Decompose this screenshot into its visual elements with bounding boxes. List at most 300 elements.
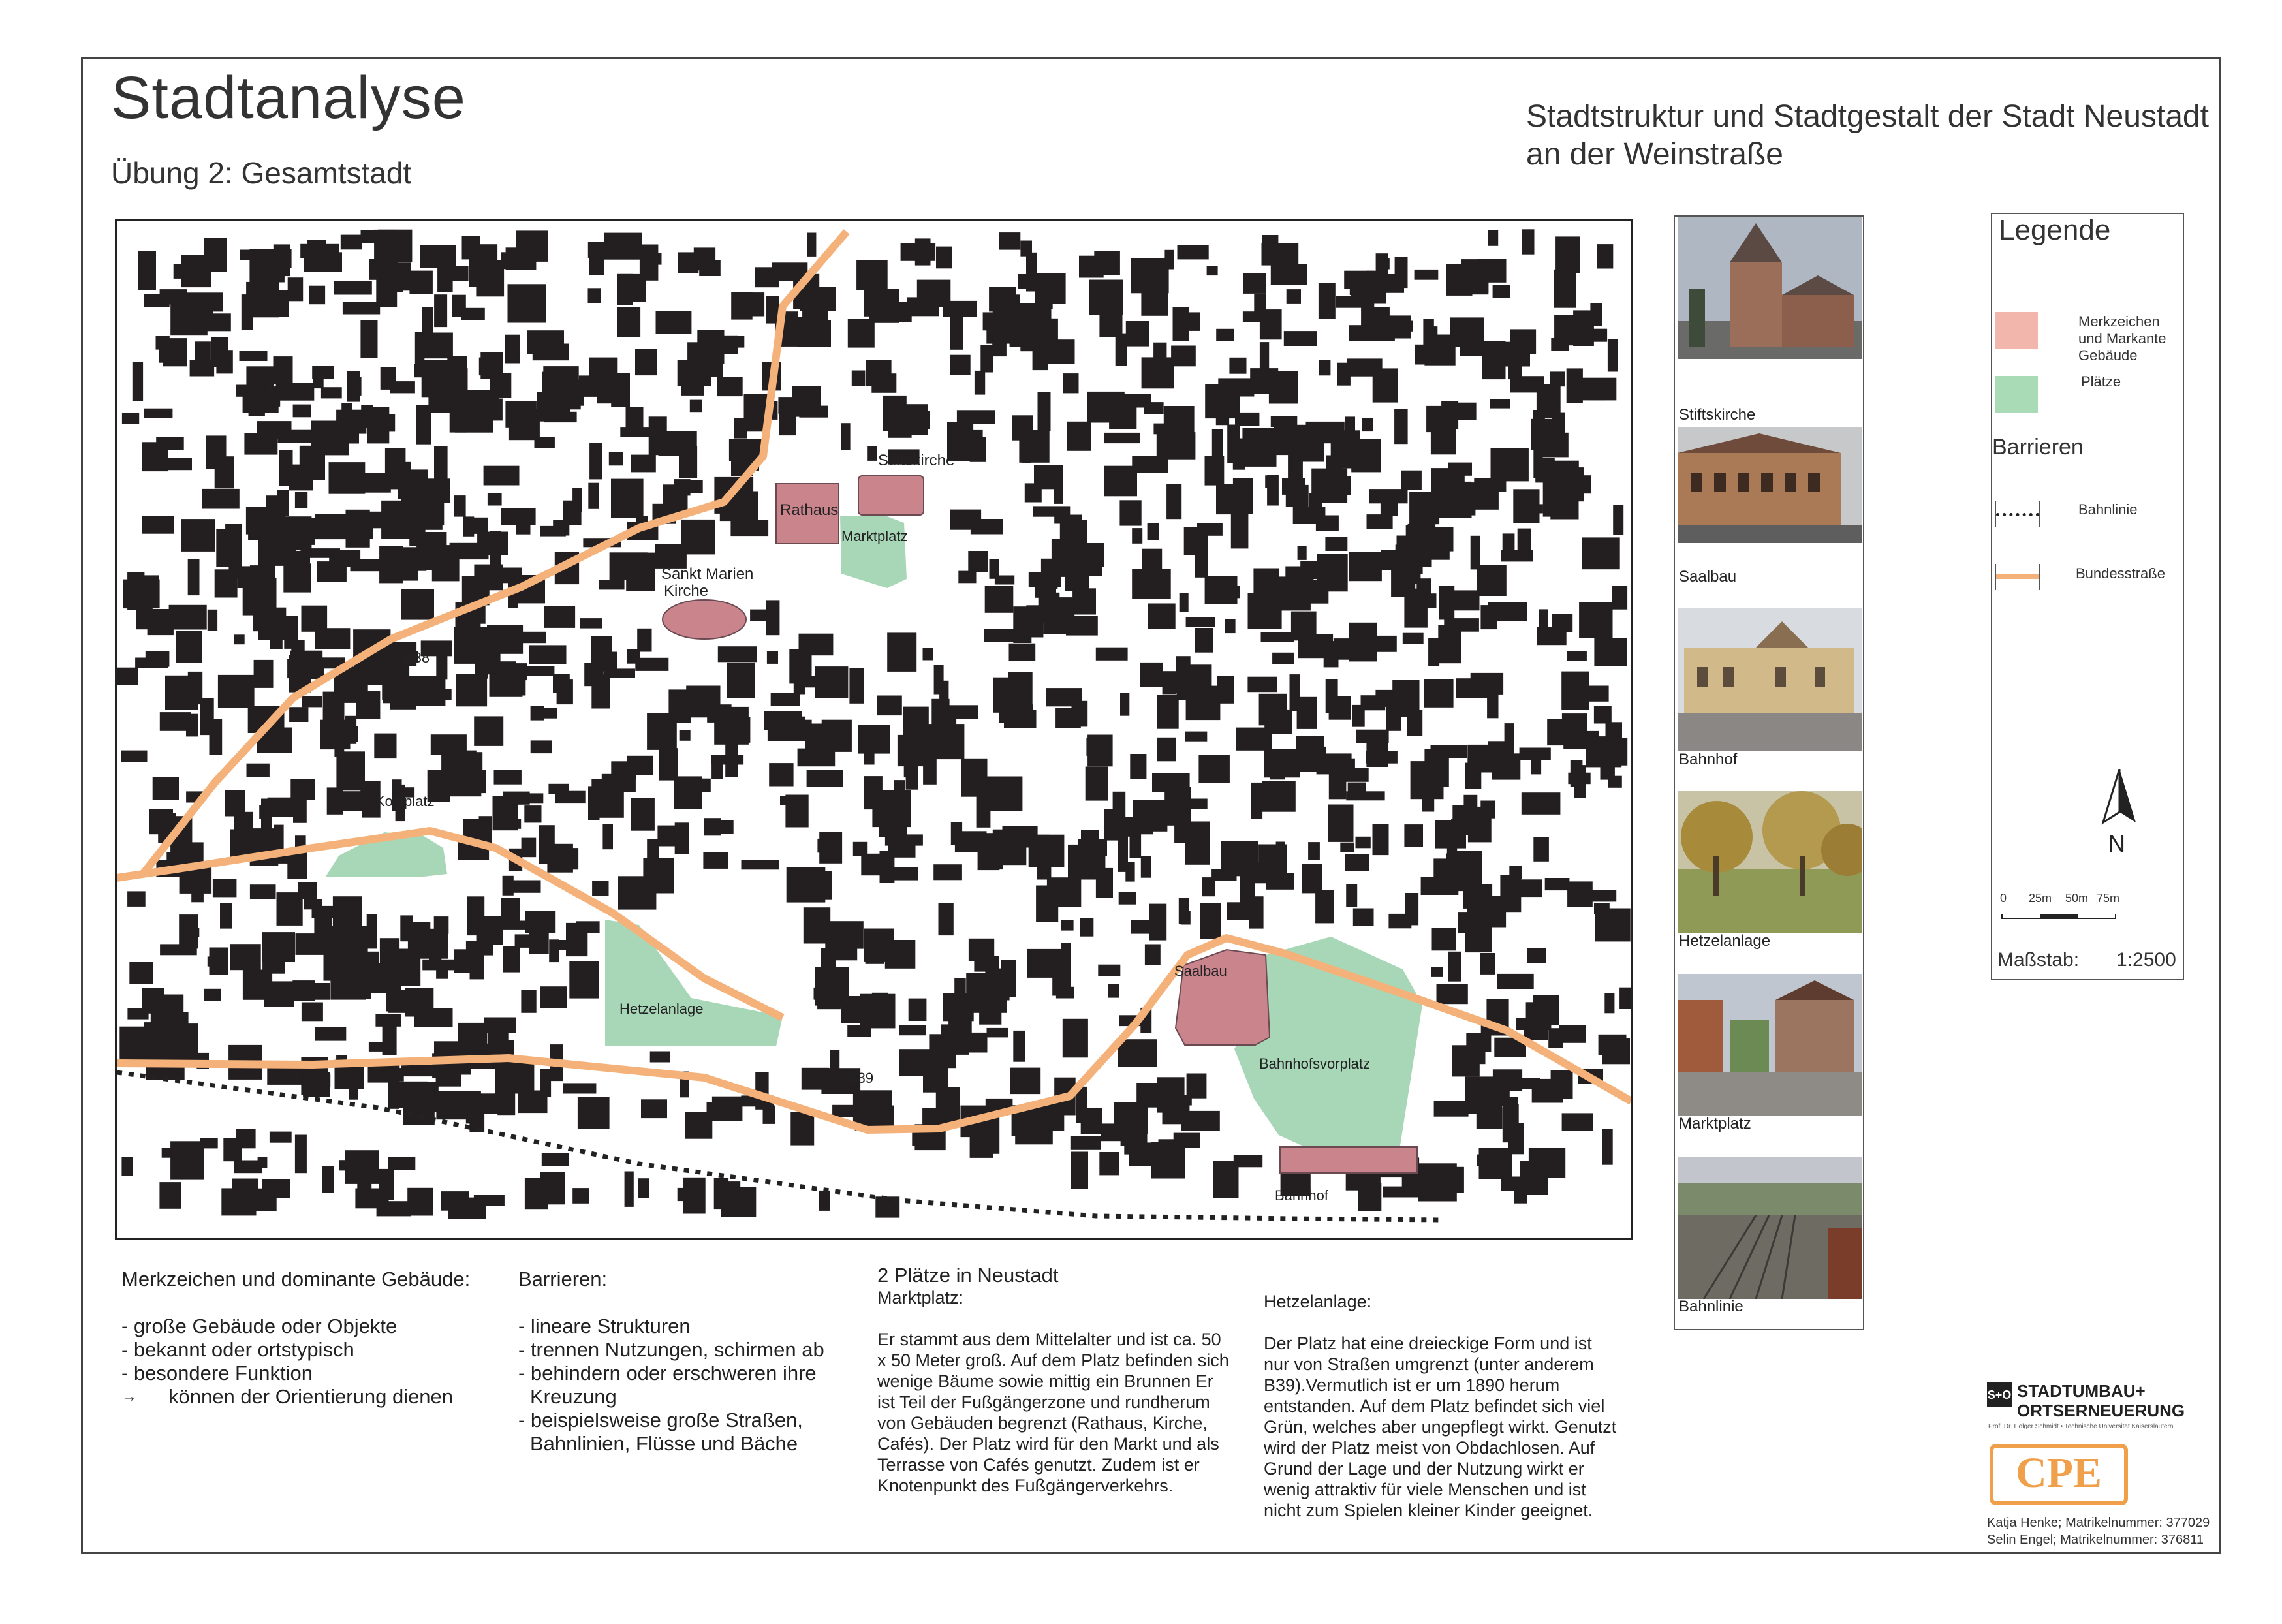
building-footprint <box>188 559 200 595</box>
building-footprint <box>950 355 970 375</box>
building-footprint <box>1149 904 1166 941</box>
building-footprint <box>799 634 834 656</box>
building-footprint <box>469 253 487 287</box>
building-footprint <box>540 1172 565 1204</box>
building-footprint <box>540 986 567 1008</box>
cpe-logo: CPE <box>1990 1444 2128 1505</box>
building-footprint <box>1052 960 1071 995</box>
building-footprint <box>1450 317 1484 347</box>
building-footprint <box>975 371 985 395</box>
building-footprint <box>304 252 342 272</box>
building-footprint <box>1394 409 1408 444</box>
building-footprint <box>246 282 279 317</box>
building-footprint <box>153 777 179 800</box>
building-footprint <box>401 1065 435 1076</box>
building-footprint <box>968 551 988 572</box>
building-footprint <box>703 852 728 869</box>
building-footprint <box>374 734 396 759</box>
building-footprint <box>529 918 549 954</box>
building-footprint <box>650 1052 670 1063</box>
building-footprint <box>279 450 292 486</box>
building-footprint <box>1435 820 1466 848</box>
building-footprint <box>1262 243 1299 265</box>
building-footprint <box>243 970 272 1000</box>
building-footprint <box>1036 886 1058 922</box>
building-footprint <box>210 948 228 975</box>
building-footprint <box>300 446 325 480</box>
building-footprint <box>490 673 523 697</box>
building-footprint <box>1234 1155 1262 1167</box>
building-footprint <box>1434 1167 1464 1193</box>
building-footprint <box>1594 706 1612 723</box>
building-footprint <box>381 501 418 539</box>
building-footprint <box>122 413 139 424</box>
building-footprint <box>563 501 582 525</box>
landmarks-item-arrow <box>121 1385 470 1409</box>
building-footprint <box>767 651 778 664</box>
building-footprint <box>1487 691 1498 718</box>
building-footprint <box>537 392 570 422</box>
scale-tick-0: 0 <box>2000 892 2007 905</box>
building-footprint <box>552 940 583 950</box>
building-footprint <box>807 770 843 787</box>
building-footprint <box>1041 559 1054 577</box>
building-footprint <box>1533 837 1549 862</box>
building-footprint <box>1431 421 1456 455</box>
building-footprint <box>1126 321 1149 347</box>
building-footprint <box>999 232 1020 250</box>
building-footprint <box>787 867 826 902</box>
building-footprint <box>1250 368 1278 394</box>
building-footprint <box>230 944 261 970</box>
building-footprint <box>1129 1142 1162 1166</box>
building-footprint <box>1545 878 1570 890</box>
building-footprint <box>1178 245 1209 260</box>
building-footprint <box>1531 419 1563 450</box>
building-footprint <box>309 286 325 305</box>
building-footprint <box>637 629 651 652</box>
building-footprint <box>1274 576 1311 610</box>
building-footprint <box>1580 890 1616 902</box>
scale-tick-50: 50m <box>2065 892 2089 905</box>
building-footprint <box>1551 338 1569 351</box>
building-footprint <box>516 516 531 535</box>
barriers-item: Bahnlinien, Flüsse und Bäche <box>530 1432 798 1455</box>
building-footprint <box>149 809 173 835</box>
building-footprint <box>899 1025 926 1036</box>
building-footprint <box>989 287 1016 311</box>
building-footprint <box>1597 244 1614 268</box>
building-footprint <box>678 252 698 273</box>
building-footprint <box>329 462 366 494</box>
church-photo <box>1678 217 1862 359</box>
building-footprint <box>1326 456 1343 476</box>
building-footprint <box>909 999 927 1021</box>
building-footprint <box>409 271 433 294</box>
building-footprint <box>1465 1076 1503 1114</box>
building-footprint <box>1061 920 1074 930</box>
building-footprint <box>1272 653 1294 664</box>
building-footprint <box>156 336 170 349</box>
building-footprint <box>1013 1031 1025 1062</box>
building-footprint <box>121 751 148 762</box>
building-footprint <box>388 1157 415 1170</box>
building-footprint <box>501 898 520 928</box>
building-footprint <box>1187 1074 1207 1099</box>
building-footprint <box>1229 358 1246 374</box>
building-footprint <box>221 1188 256 1215</box>
building-footprint <box>866 939 884 964</box>
building-footprint <box>454 627 488 664</box>
map-label-kohlplatz: Kohlplatz <box>375 793 435 809</box>
building-footprint <box>1132 528 1142 544</box>
legend-swatch-road <box>1995 564 2040 590</box>
building-footprint <box>1207 266 1218 276</box>
map-label-saalbau: Saalbau <box>1174 963 1227 979</box>
building-footprint <box>1602 1129 1613 1165</box>
building-footprint <box>1118 1039 1157 1067</box>
building-footprint <box>1326 679 1338 713</box>
building-footprint <box>416 545 453 570</box>
building-footprint <box>798 676 830 687</box>
building-footprint <box>544 606 575 628</box>
building-footprint <box>529 645 567 664</box>
building-footprint <box>321 387 342 398</box>
building-footprint <box>617 274 633 305</box>
building-footprint <box>1020 241 1032 257</box>
building-footprint <box>1265 475 1277 488</box>
legend-label-rail: Bahnlinie <box>2078 501 2138 518</box>
building-footprint <box>704 818 721 835</box>
building-footprint <box>488 493 502 506</box>
building-footprint <box>1009 644 1036 661</box>
building-footprint <box>236 385 262 397</box>
building-footprint <box>461 308 485 320</box>
building-footprint <box>509 881 541 893</box>
building-footprint <box>1527 948 1546 963</box>
scale-value: 1:2500 <box>2116 949 2176 971</box>
north-label: N <box>2108 830 2125 857</box>
building-footprint <box>576 921 600 933</box>
building-footprint <box>659 748 678 780</box>
building-footprint <box>494 770 522 784</box>
building-footprint <box>1503 1104 1519 1142</box>
building-footprint <box>934 665 944 695</box>
building-footprint <box>431 734 467 755</box>
building-footprint <box>276 383 315 401</box>
building-footprint <box>725 740 738 777</box>
building-footprint <box>1513 489 1539 523</box>
right-arrow-icon: → <box>121 1388 137 1405</box>
building-footprint <box>1543 479 1572 517</box>
building-footprint <box>144 1022 175 1046</box>
building-footprint <box>569 961 599 999</box>
building-footprint <box>860 994 895 1029</box>
building-footprint <box>877 696 902 716</box>
building-footprint <box>225 790 245 817</box>
building-footprint <box>1368 636 1397 652</box>
building-footprint <box>210 719 223 755</box>
building-footprint <box>1608 339 1618 371</box>
building-footprint <box>296 933 331 955</box>
building-footprint <box>899 1049 933 1076</box>
legend-title: Legende <box>1999 214 2111 246</box>
building-footprint <box>1113 792 1126 817</box>
building-footprint <box>625 1172 634 1207</box>
building-footprint <box>521 990 536 1013</box>
building-footprint <box>503 946 520 973</box>
map-label-sankt-marien-1: Sankt Marien <box>661 565 754 583</box>
building-footprint <box>588 483 599 509</box>
building-footprint <box>1211 869 1236 881</box>
legend-road-line <box>1996 574 2039 579</box>
building-footprint <box>542 372 567 396</box>
building-footprint <box>1157 738 1176 762</box>
building-footprint <box>315 1027 347 1040</box>
building-footprint <box>617 307 640 337</box>
building-footprint <box>1130 754 1146 779</box>
building-footprint <box>1026 253 1037 292</box>
building-footprint <box>469 1093 505 1114</box>
building-footprint <box>861 854 885 875</box>
building-footprint <box>138 963 152 972</box>
building-footprint <box>1180 593 1189 612</box>
building-footprint <box>1319 360 1330 376</box>
building-footprint <box>841 423 850 450</box>
building-footprint <box>225 524 242 550</box>
building-footprint <box>363 473 391 493</box>
building-footprint <box>1567 651 1587 661</box>
building-footprint <box>929 1034 956 1068</box>
building-footprint <box>750 610 773 621</box>
photo-caption-stiftskirche: Stiftskirche <box>1679 406 1756 424</box>
building-footprint <box>367 914 377 949</box>
photo-caption-marktplatz: Marktplatz <box>1679 1115 1751 1132</box>
building-footprint <box>584 663 604 686</box>
building-footprint <box>1286 485 1309 507</box>
building-footprint <box>379 1169 394 1200</box>
building-footprint <box>293 405 311 418</box>
building-footprint <box>591 636 612 663</box>
building-footprint <box>289 707 308 722</box>
building-footprint <box>952 516 973 528</box>
building-footprint <box>1288 445 1303 480</box>
building-footprint <box>602 774 636 792</box>
building-footprint <box>1186 686 1221 721</box>
building-footprint <box>1262 781 1296 812</box>
scale-tick-25: 25m <box>2029 892 2052 905</box>
map-label-sankt-marien-2: Kirche <box>664 582 709 600</box>
building-footprint <box>856 260 888 290</box>
building-footprint <box>866 360 892 386</box>
building-footprint <box>1247 677 1277 693</box>
building-footprint <box>790 1112 814 1146</box>
legend-barriers-title: Barrieren <box>1992 435 2084 460</box>
building-footprint <box>572 1188 589 1204</box>
building-footprint <box>1458 403 1477 420</box>
building-footprint <box>1243 273 1266 294</box>
building-footprint <box>240 351 268 361</box>
building-footprint <box>729 439 762 461</box>
building-footprint <box>1010 334 1025 347</box>
building-footprint <box>1559 1025 1586 1043</box>
building-footprint <box>1613 505 1623 535</box>
building-footprint <box>1589 383 1606 401</box>
building-footprint <box>939 710 956 749</box>
building-footprint <box>1217 676 1234 704</box>
building-footprint <box>238 574 272 588</box>
building-footprint <box>867 446 877 461</box>
building-footprint <box>995 576 1014 585</box>
building-footprint <box>443 266 469 281</box>
building-footprint <box>999 691 1010 723</box>
building-footprint <box>292 980 315 1001</box>
building-footprint <box>483 399 503 421</box>
building-footprint <box>727 663 755 698</box>
building-footprint <box>1316 516 1339 531</box>
map-label-b39: B39 <box>848 1070 874 1086</box>
building-footprint <box>407 1188 433 1216</box>
building-footprint <box>467 518 488 534</box>
building-footprint <box>1406 525 1434 542</box>
building-footprint <box>1071 1152 1088 1189</box>
building-footprint <box>247 764 270 777</box>
building-footprint <box>505 401 537 428</box>
building-footprint <box>733 292 764 316</box>
building-footprint <box>1431 745 1467 758</box>
landmarks-item: - bekannt oder ortstypisch <box>121 1338 354 1361</box>
author-1: Katja Henke; Matrikelnummer: 377029 <box>1987 1516 2210 1530</box>
building-footprint <box>1195 628 1213 653</box>
building-footprint <box>1047 339 1074 364</box>
building-footprint <box>1157 432 1196 460</box>
building-footprint <box>434 294 447 327</box>
building-footprint <box>465 752 482 770</box>
building-footprint <box>779 713 797 728</box>
building-footprint <box>496 819 521 829</box>
building-footprint <box>160 289 187 304</box>
building-footprint <box>450 402 467 433</box>
building-footprint <box>769 763 793 786</box>
building-footprint <box>957 410 995 424</box>
building-footprint <box>1185 732 1207 742</box>
building-footprint <box>1008 672 1033 710</box>
building-footprint <box>611 373 630 407</box>
building-footprint <box>780 796 804 805</box>
building-footprint <box>138 251 157 290</box>
building-footprint <box>250 884 276 899</box>
building-footprint <box>266 495 287 516</box>
building-footprint <box>950 316 963 350</box>
building-footprint <box>505 335 520 364</box>
building-footprint <box>179 914 198 948</box>
building-footprint <box>712 1097 743 1121</box>
building-footprint <box>1243 311 1264 322</box>
building-footprint <box>1456 678 1488 698</box>
legend-label-landmarks: Merkzeichen und Markante Gebäude <box>2078 313 2166 364</box>
building-footprint <box>730 520 768 537</box>
building-footprint <box>1594 903 1610 914</box>
building-footprint <box>1601 749 1615 779</box>
building-footprint <box>1195 547 1208 578</box>
building-footprint <box>1510 879 1542 897</box>
building-footprint <box>181 255 211 287</box>
building-footprint <box>852 371 866 386</box>
building-footprint <box>1198 755 1230 783</box>
building-footprint <box>1180 799 1207 809</box>
landmarks-item: - besondere Funktion <box>121 1362 313 1384</box>
building-footprint <box>1514 1189 1527 1204</box>
building-footprint <box>1382 315 1411 338</box>
building-footprint <box>274 356 293 384</box>
building-footprint <box>936 247 952 269</box>
building-footprint <box>1010 1068 1040 1095</box>
building-footprint <box>580 618 602 629</box>
building-footprint <box>690 400 702 413</box>
building-footprint <box>674 776 702 809</box>
building-footprint <box>1424 679 1454 708</box>
building-footprint <box>181 519 215 552</box>
building-footprint <box>1604 993 1614 1013</box>
building-footprint <box>474 716 503 746</box>
building-footprint <box>290 779 315 800</box>
landmark-stiftskirche <box>858 476 924 515</box>
building-footprint <box>1142 357 1174 388</box>
building-footprint <box>403 1088 435 1125</box>
building-footprint <box>313 1074 331 1087</box>
building-footprint <box>1325 537 1347 551</box>
railway-photo <box>1678 1157 1862 1299</box>
building-footprint <box>969 939 994 961</box>
building-footprint <box>1116 334 1127 366</box>
landmark-bahnhof <box>1280 1147 1417 1173</box>
barriers-text-block <box>518 1268 824 1456</box>
building-footprint <box>680 730 691 741</box>
building-footprint <box>361 405 373 428</box>
building-footprint <box>408 922 430 950</box>
building-footprint <box>641 1099 667 1118</box>
building-footprint <box>1086 767 1108 801</box>
legend-swatch-landmarks <box>1995 312 2038 349</box>
legend-label-squares: Plätze <box>2081 373 2121 390</box>
building-footprint <box>716 717 750 743</box>
building-footprint <box>1104 433 1140 443</box>
building-footprint <box>1403 633 1424 644</box>
building-footprint <box>992 333 1007 356</box>
building-footprint <box>807 233 816 257</box>
building-photo <box>1678 427 1862 543</box>
building-footprint <box>1159 1139 1184 1152</box>
building-footprint <box>454 495 466 517</box>
building-footprint <box>626 553 655 591</box>
building-footprint <box>792 386 821 416</box>
building-footprint <box>1038 392 1051 431</box>
building-footprint <box>480 352 503 379</box>
building-footprint <box>618 876 656 909</box>
building-footprint <box>213 879 237 898</box>
author-2: Selin Engel; Matrikelnummer: 376811 <box>1987 1533 2204 1547</box>
barriers-heading: Barrieren: <box>518 1268 608 1290</box>
map-canvas <box>117 221 1631 1238</box>
building-footprint <box>1231 511 1249 549</box>
building-footprint <box>262 947 285 974</box>
building-footprint <box>133 362 143 401</box>
photo-strip <box>1674 215 1864 1330</box>
building-footprint <box>1025 483 1042 502</box>
building-footprint <box>903 707 929 745</box>
building-footprint <box>1054 515 1082 524</box>
scale-tick-75: 75m <box>2097 892 2120 905</box>
